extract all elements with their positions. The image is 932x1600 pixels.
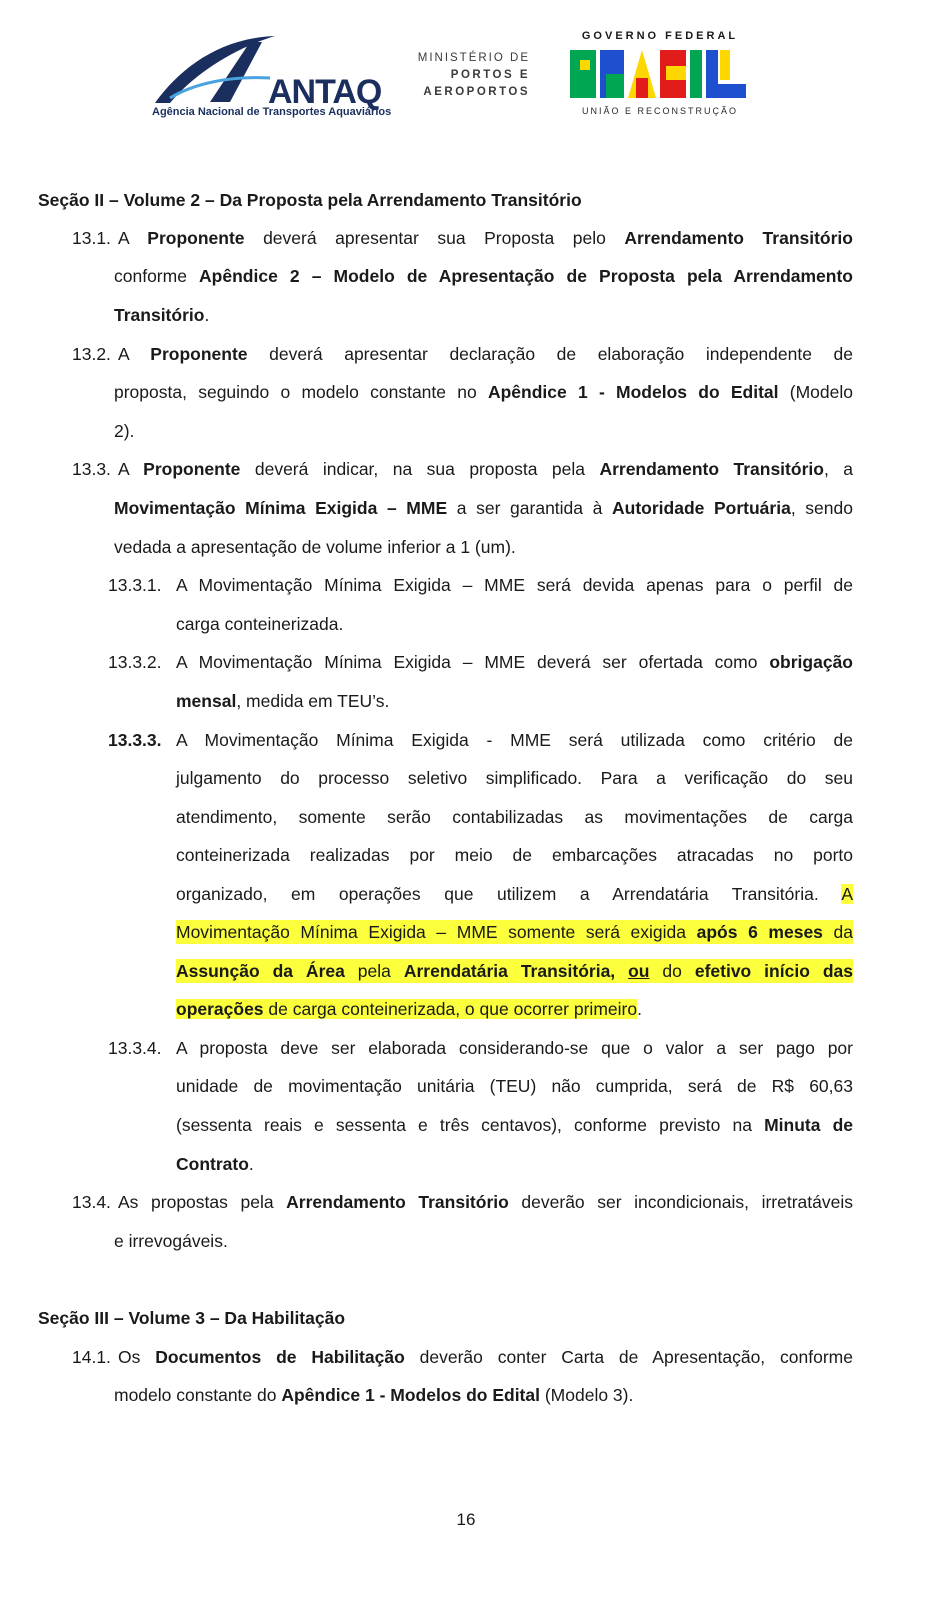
paragraph-13-3-4-line: unidade de movimentação unitária (TEU) não cumprida, será de R$ 60,63 (176, 1076, 853, 1096)
paragraph-13-3-line: A Proponente deverá indicar, na sua proposta pela Arrendamento Transitório, a (118, 459, 853, 479)
section-3-title: Seção III – Volume 3 – Da Habilitação (38, 1308, 346, 1328)
paragraph-13-2-line: proposta, seguindo o modelo constante no Apêndice 1 - Modelos do Edital (Modelo (114, 382, 854, 402)
highlighted-text: Assunção da Área pela Arrendatária Transitória, ou do efetivo início das (176, 961, 853, 981)
paragraph-13-3-3-line: conteinerizada realizadas por meio de embarcações atracadas no porto (176, 845, 853, 865)
brasil-text (570, 46, 571, 47)
paragraph-13-2-line: A Proponente deverá apresentar declaração de elaboração independente de (118, 344, 853, 364)
brasil-wordmark (570, 46, 750, 102)
gov-top-label: GOVERNO FEDERAL (581, 30, 739, 42)
paragraph-14-1-line: Os Documentos de Habilitação deverão conter Carta de Apresentação, conforme (118, 1347, 853, 1367)
highlighted-text: Movimentação Mínima Exigida – MME somente será exigida após 6 meses da (176, 922, 853, 942)
paragraph-13-4-line: e irrevogáveis. (114, 1231, 228, 1251)
paragraph-13-1-line: A Proponente deverá apresentar sua Proposta pelo Arrendamento Transitório (118, 228, 853, 248)
item-number: 13.3.2. (108, 652, 162, 672)
item-number: 14.1. (72, 1347, 111, 1367)
paragraph-13-3-3-line: A Movimentação Mínima Exigida - MME será utilizada como critério de (176, 730, 853, 750)
item-number: 13.3.1. (108, 575, 162, 595)
page-number: 16 (456, 1510, 476, 1529)
paragraph-13-3-3-line: operações de carga conteinerizada, o que ocorrer primeiro. (176, 999, 642, 1019)
paragraph-13-3-3-line: organizado, em operações que utilizem a Arrendatária Transitória. A (176, 884, 853, 904)
governo-federal-logo (570, 30, 750, 116)
paragraph-14-1-line: modelo constante do Apêndice 1 - Modelos do Edital (Modelo 3). (114, 1385, 634, 1405)
antaq-swoosh-icon (150, 28, 280, 108)
antaq-logo (150, 28, 400, 128)
item-number: 13.1. (72, 228, 111, 248)
highlighted-text: A (841, 884, 853, 904)
item-number: 13.2. (72, 344, 111, 364)
paragraph-13-4-line: As propostas pela Arrendamento Transitório deverão ser incondicionais, irretratáveis (118, 1192, 853, 1212)
paragraph-13-3-3-line: atendimento, somente serão contabilizadas as movimentações de carga (176, 807, 853, 827)
paragraph-13-3-line: Movimentação Mínima Exigida – MME a ser garantida à Autoridade Portuária, sendo (114, 498, 853, 518)
paragraph-13-3-4-line: Contrato. (176, 1154, 254, 1174)
paragraph-13-1-line: conforme Apêndice 2 – Modelo de Apresentação de Proposta pela Arrendamento (114, 266, 853, 286)
page-header (0, 0, 932, 150)
item-number: 13.3.4. (108, 1038, 162, 1058)
paragraph-13-2-line: 2). (114, 421, 135, 441)
paragraph-13-3-1-line: carga conteinerizada. (176, 614, 344, 634)
section-2-title: Seção II – Volume 2 – Da Proposta pela Arrendamento Transitório (38, 190, 582, 210)
item-number: 13.3.3. (108, 730, 162, 750)
paragraph-13-3-2-line: mensal, medida em TEU’s. (176, 691, 390, 711)
ministry-name: MINISTÉRIO DE PORTOS E AEROPORTOS (417, 52, 530, 98)
paragraph-13-1-line: Transitório. (114, 305, 210, 325)
gov-bottom-label: UNIÃO E RECONSTRUÇÃO (581, 106, 738, 116)
item-number: 13.3. (72, 459, 111, 479)
paragraph-13-3-4-line: (sessenta reais e sessenta e três centavos), conforme previsto na Minuta de (176, 1115, 853, 1135)
item-number: 13.4. (72, 1192, 111, 1212)
antaq-wordmark: ANTAQ (268, 73, 382, 111)
paragraph-13-3-2-line: A Movimentação Mínima Exigida – MME deverá ser ofertada como obrigação (176, 652, 853, 672)
highlighted-text: operações de carga conteinerizada, o que ocorrer primeiro (176, 999, 638, 1019)
antaq-name: Agência Nacional de Transportes Aquaviários (152, 106, 392, 118)
paragraph-13-3-3-line: julgamento do processo seletivo simplificado. Para a verificação do seu (176, 768, 853, 788)
paragraph-13-3-4-line: A proposta deve ser elaborada considerando-se que o valor a ser pago por (176, 1038, 853, 1058)
brasil-letters-icon (570, 46, 750, 102)
paragraph-13-3-line: vedada a apresentação de volume inferior a 1 (um). (114, 537, 516, 557)
paragraph-13-3-1-line: A Movimentação Mínima Exigida – MME será devida apenas para o perfil de (176, 575, 853, 595)
